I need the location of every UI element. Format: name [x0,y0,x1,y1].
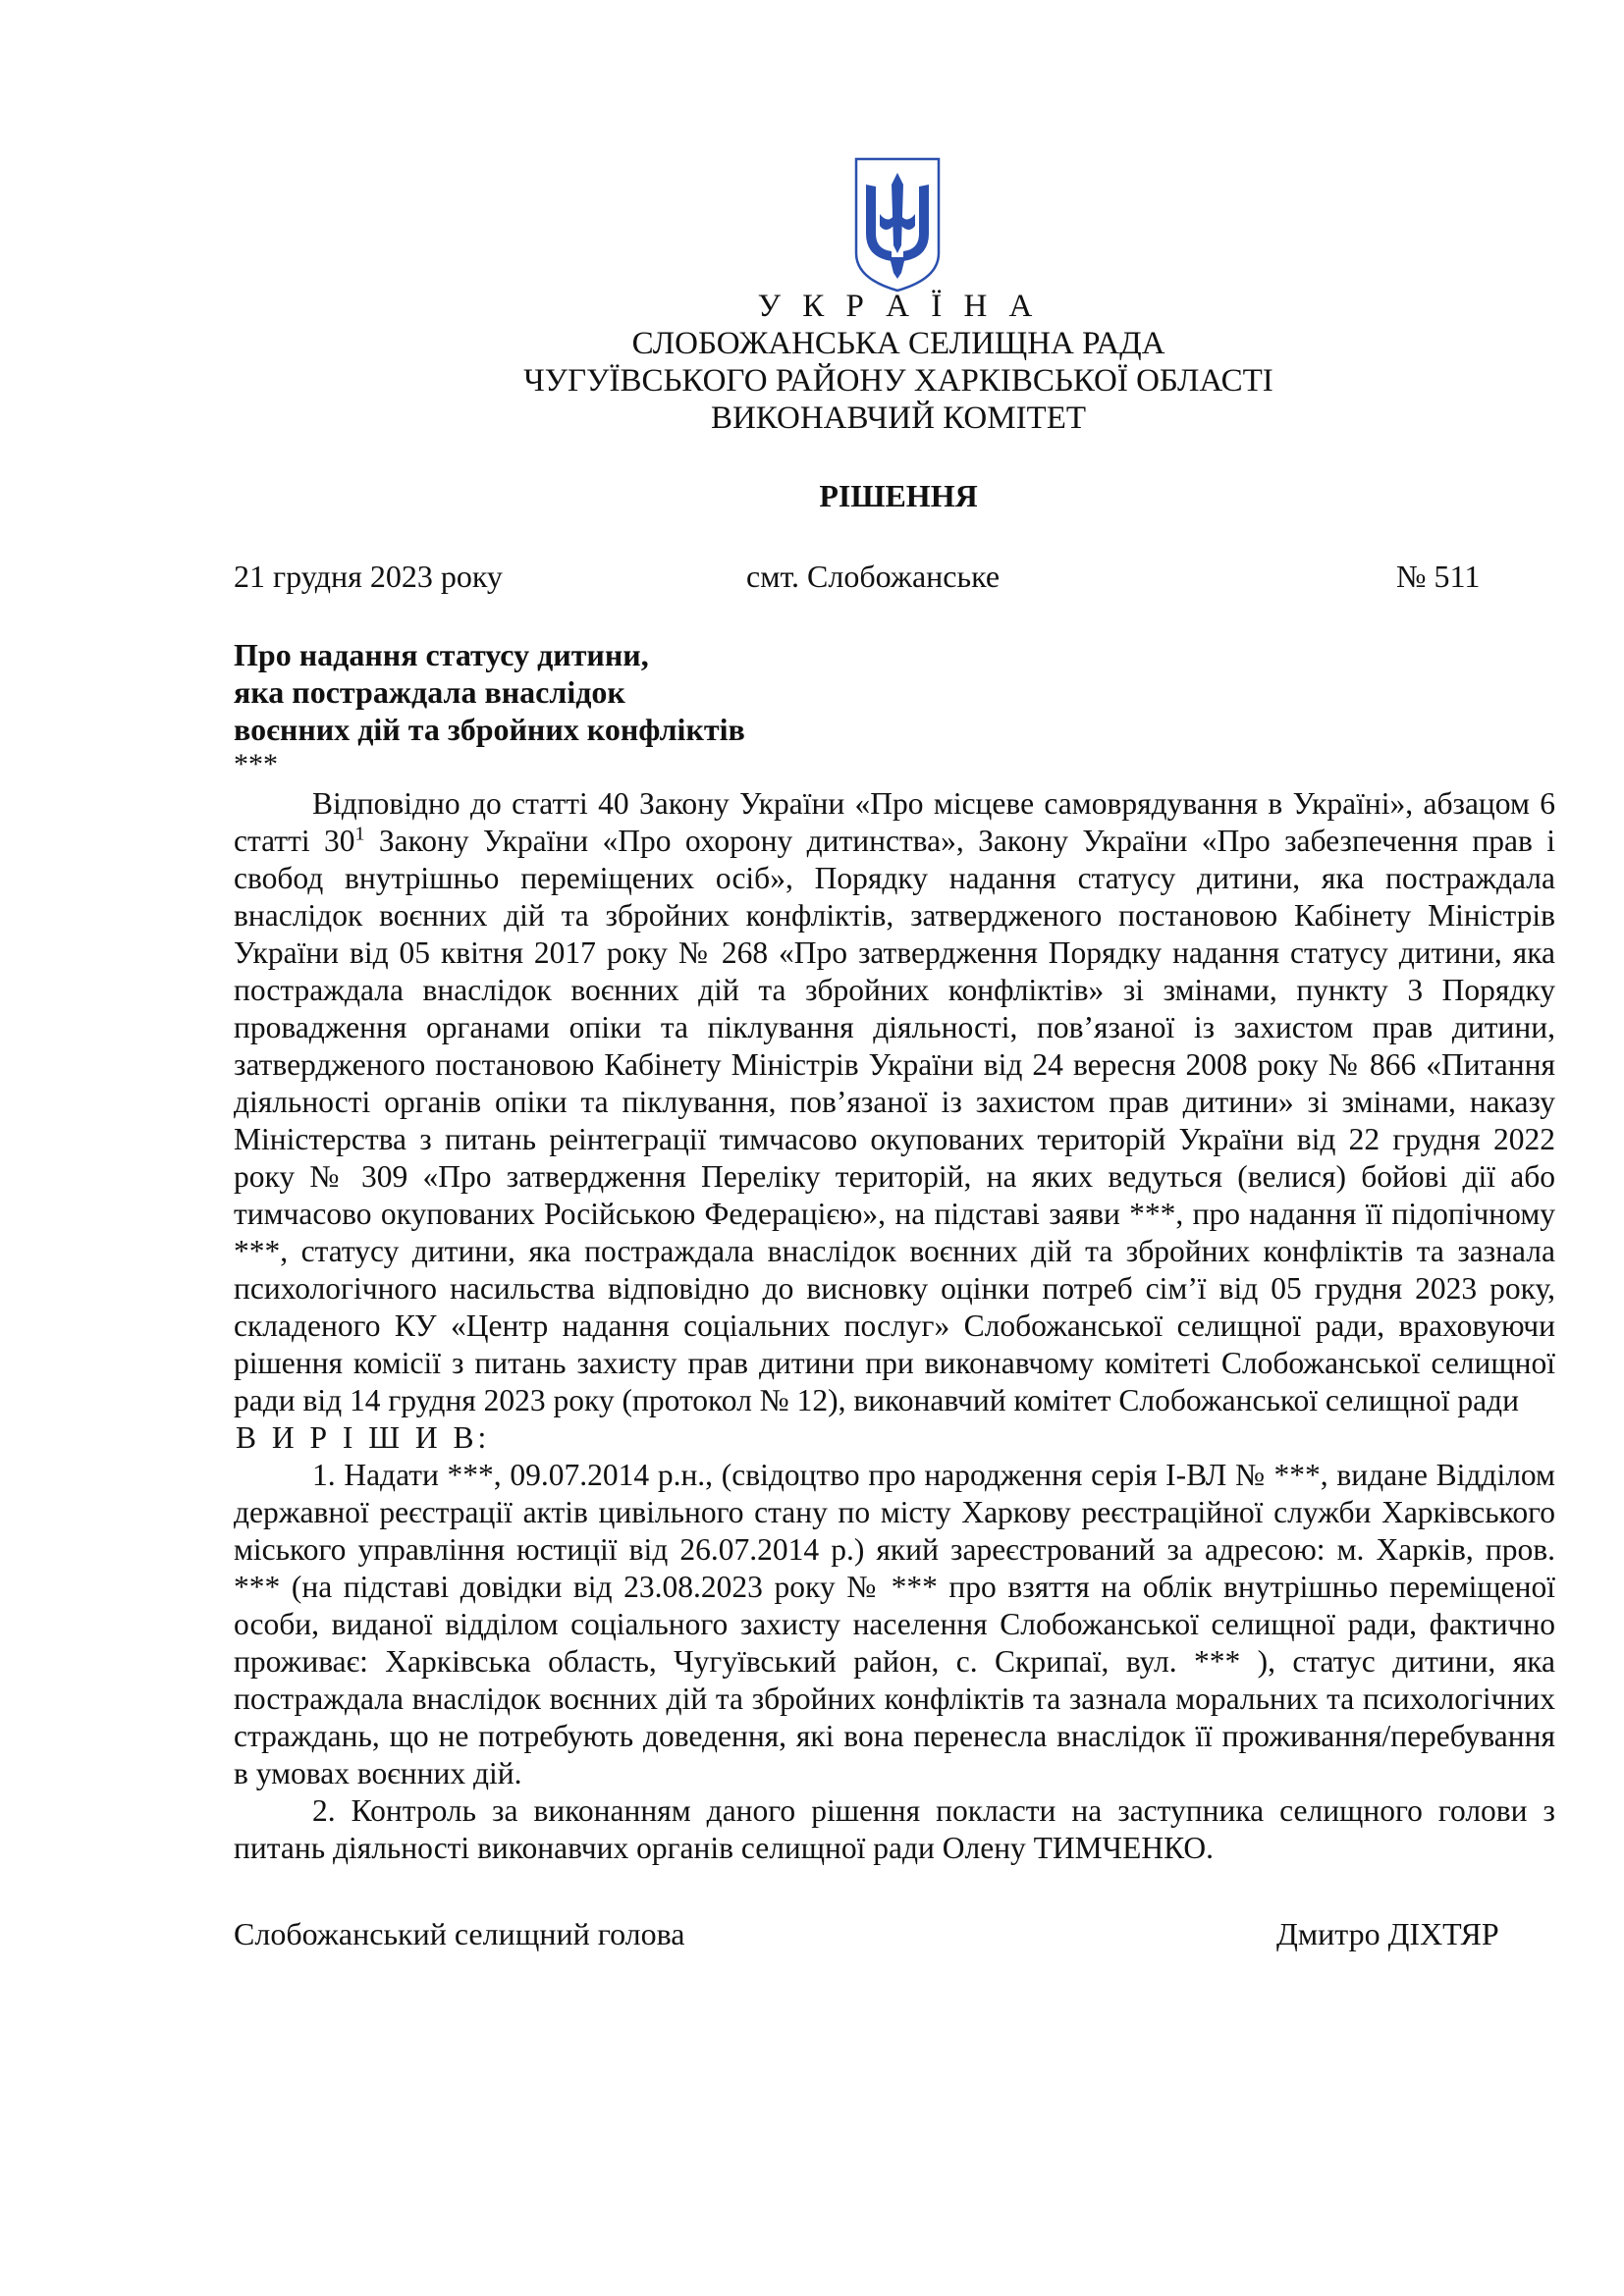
preamble-text: Відповідно до статті 40 Закону України «Про місцеве самоврядування в Україні», абзацом 6 статті 30 [234,786,1555,858]
header-council: СЛОБОЖАНСЬКА СЕЛИЩНА РАДА [631,326,1165,361]
header-country: У К Р А Ї Н А [757,289,1040,324]
header-committee: ВИКОНАВЧИЙ КОМІТЕТ [710,400,1087,436]
decision-number: № 511 [1396,559,1481,594]
signature-name: Дмитро ДІХТЯР [1276,1916,1499,1951]
trident-coat-of-arms-icon [852,155,943,294]
subject-line: воєнних дій та збройних конфліктів [234,712,745,747]
subject-line: яка постраждала внаслідок [234,674,625,710]
decision-item-1: 1. Надати ***, 09.07.2014 р.н., (свідоцтво про народження серія І-ВЛ № ***, видане Відділом державної реєстрації актів цивільного стану по місту Харкову реєстраційної служби Харківського міського управління юстиції від 26.07.2014 р.) який зареєстрований за адресою: м. Харків, пров. *** (на підставі довідки від 23.08.2023 року № *** про взяття на облік внутрішньо переміщеної особи, виданої відділом соціального захисту населення Слобожанської селищної ради, фактично проживає: Харківська область, Чугуївський район, с. Скрипаї, вул. *** ), статус дитини, яка постраждала внаслідок воєнних дій та збройних конфліктів та зазнала моральних та психологічних страждань, що не потребують доведення, які вона перенесла внаслідок її проживання/перебування в умовах воєнних дій. [234,1458,1555,1790]
header-district: ЧУГУЇВСЬКОГО РАЙОНУ ХАРКІВСЬКОЇ ОБЛАСТІ [523,363,1273,399]
preamble-text-continued: Закону України «Про охорону дитинства», Закону України «Про забезпечення прав і свобод внутрішньо переміщених осіб», Порядку надання статусу дитини, яка постраждала внаслідок воєнних дій та збройних конфліктів, затвердженого постановою Кабінету Міністрів України від 05 квітня 2017 року № 268 «Про затвердження Порядку надання статусу дитини, яка постраждала внаслідок воєнних дій та збройних конфліктів» зі змінами, пункту 3 Порядку провадження органами опіки та піклування діяльності, пов’язаної із захистом прав дитини, затвердженого постановою Кабінету Міністрів України від 24 вересня 2008 року № 866 «Питання діяльності органів опіки та піклування, пов’язаної із захистом прав дитини» зі змінами, наказу Міністерства з питань реінтеграції тимчасово окупованих територій України від 22 грудня 2022 року № 309 «Про затвердження Переліку територій, на яких ведуться (велися) бойові дії або тимчасово окупованих Російською Федерацією», на підставі заяви ***, про надання її підопічному ***, статусу дитини, яка постраждала внаслідок воєнних дій та збройних конфліктів та зазнала психологічного насильства відповідно до висновку оцінки потреб сім’ї від 05 грудня 2023 року, складеного КУ «Центр надання соціальних послуг» Слобожанської селищної ради, враховуючи рішення комісії з питань захисту прав дитини при виконавчому комітеті Слобожанської селищної ради від 14 грудня 2023 року (протокол № 12), виконавчий комітет Слобожанської селищної ради [234,824,1555,1417]
article-superscript: 1 [354,823,365,845]
decision-place: смт. Слобожанське [746,559,1001,594]
subject-line: Про надання статусу дитини, [234,637,649,672]
signature-position: Слобожанський селищний голова [234,1916,685,1951]
decision-item-2: 2. Контроль за виконанням даного рішення покласти на заступника селищного голови з питань діяльності виконавчих органів селищної ради Олену ТИМЧЕНКО. [234,1793,1555,1865]
preamble-paragraph [234,785,1555,1419]
decision-date: 21 грудня 2023 року [234,559,503,594]
decided-heading: В И Р І Ш И В: [236,1420,491,1455]
decision-body [234,785,1555,1867]
document-type-title: РІШЕННЯ [819,478,978,513]
redaction-stars: *** [234,748,278,780]
decision-subject [234,636,745,748]
